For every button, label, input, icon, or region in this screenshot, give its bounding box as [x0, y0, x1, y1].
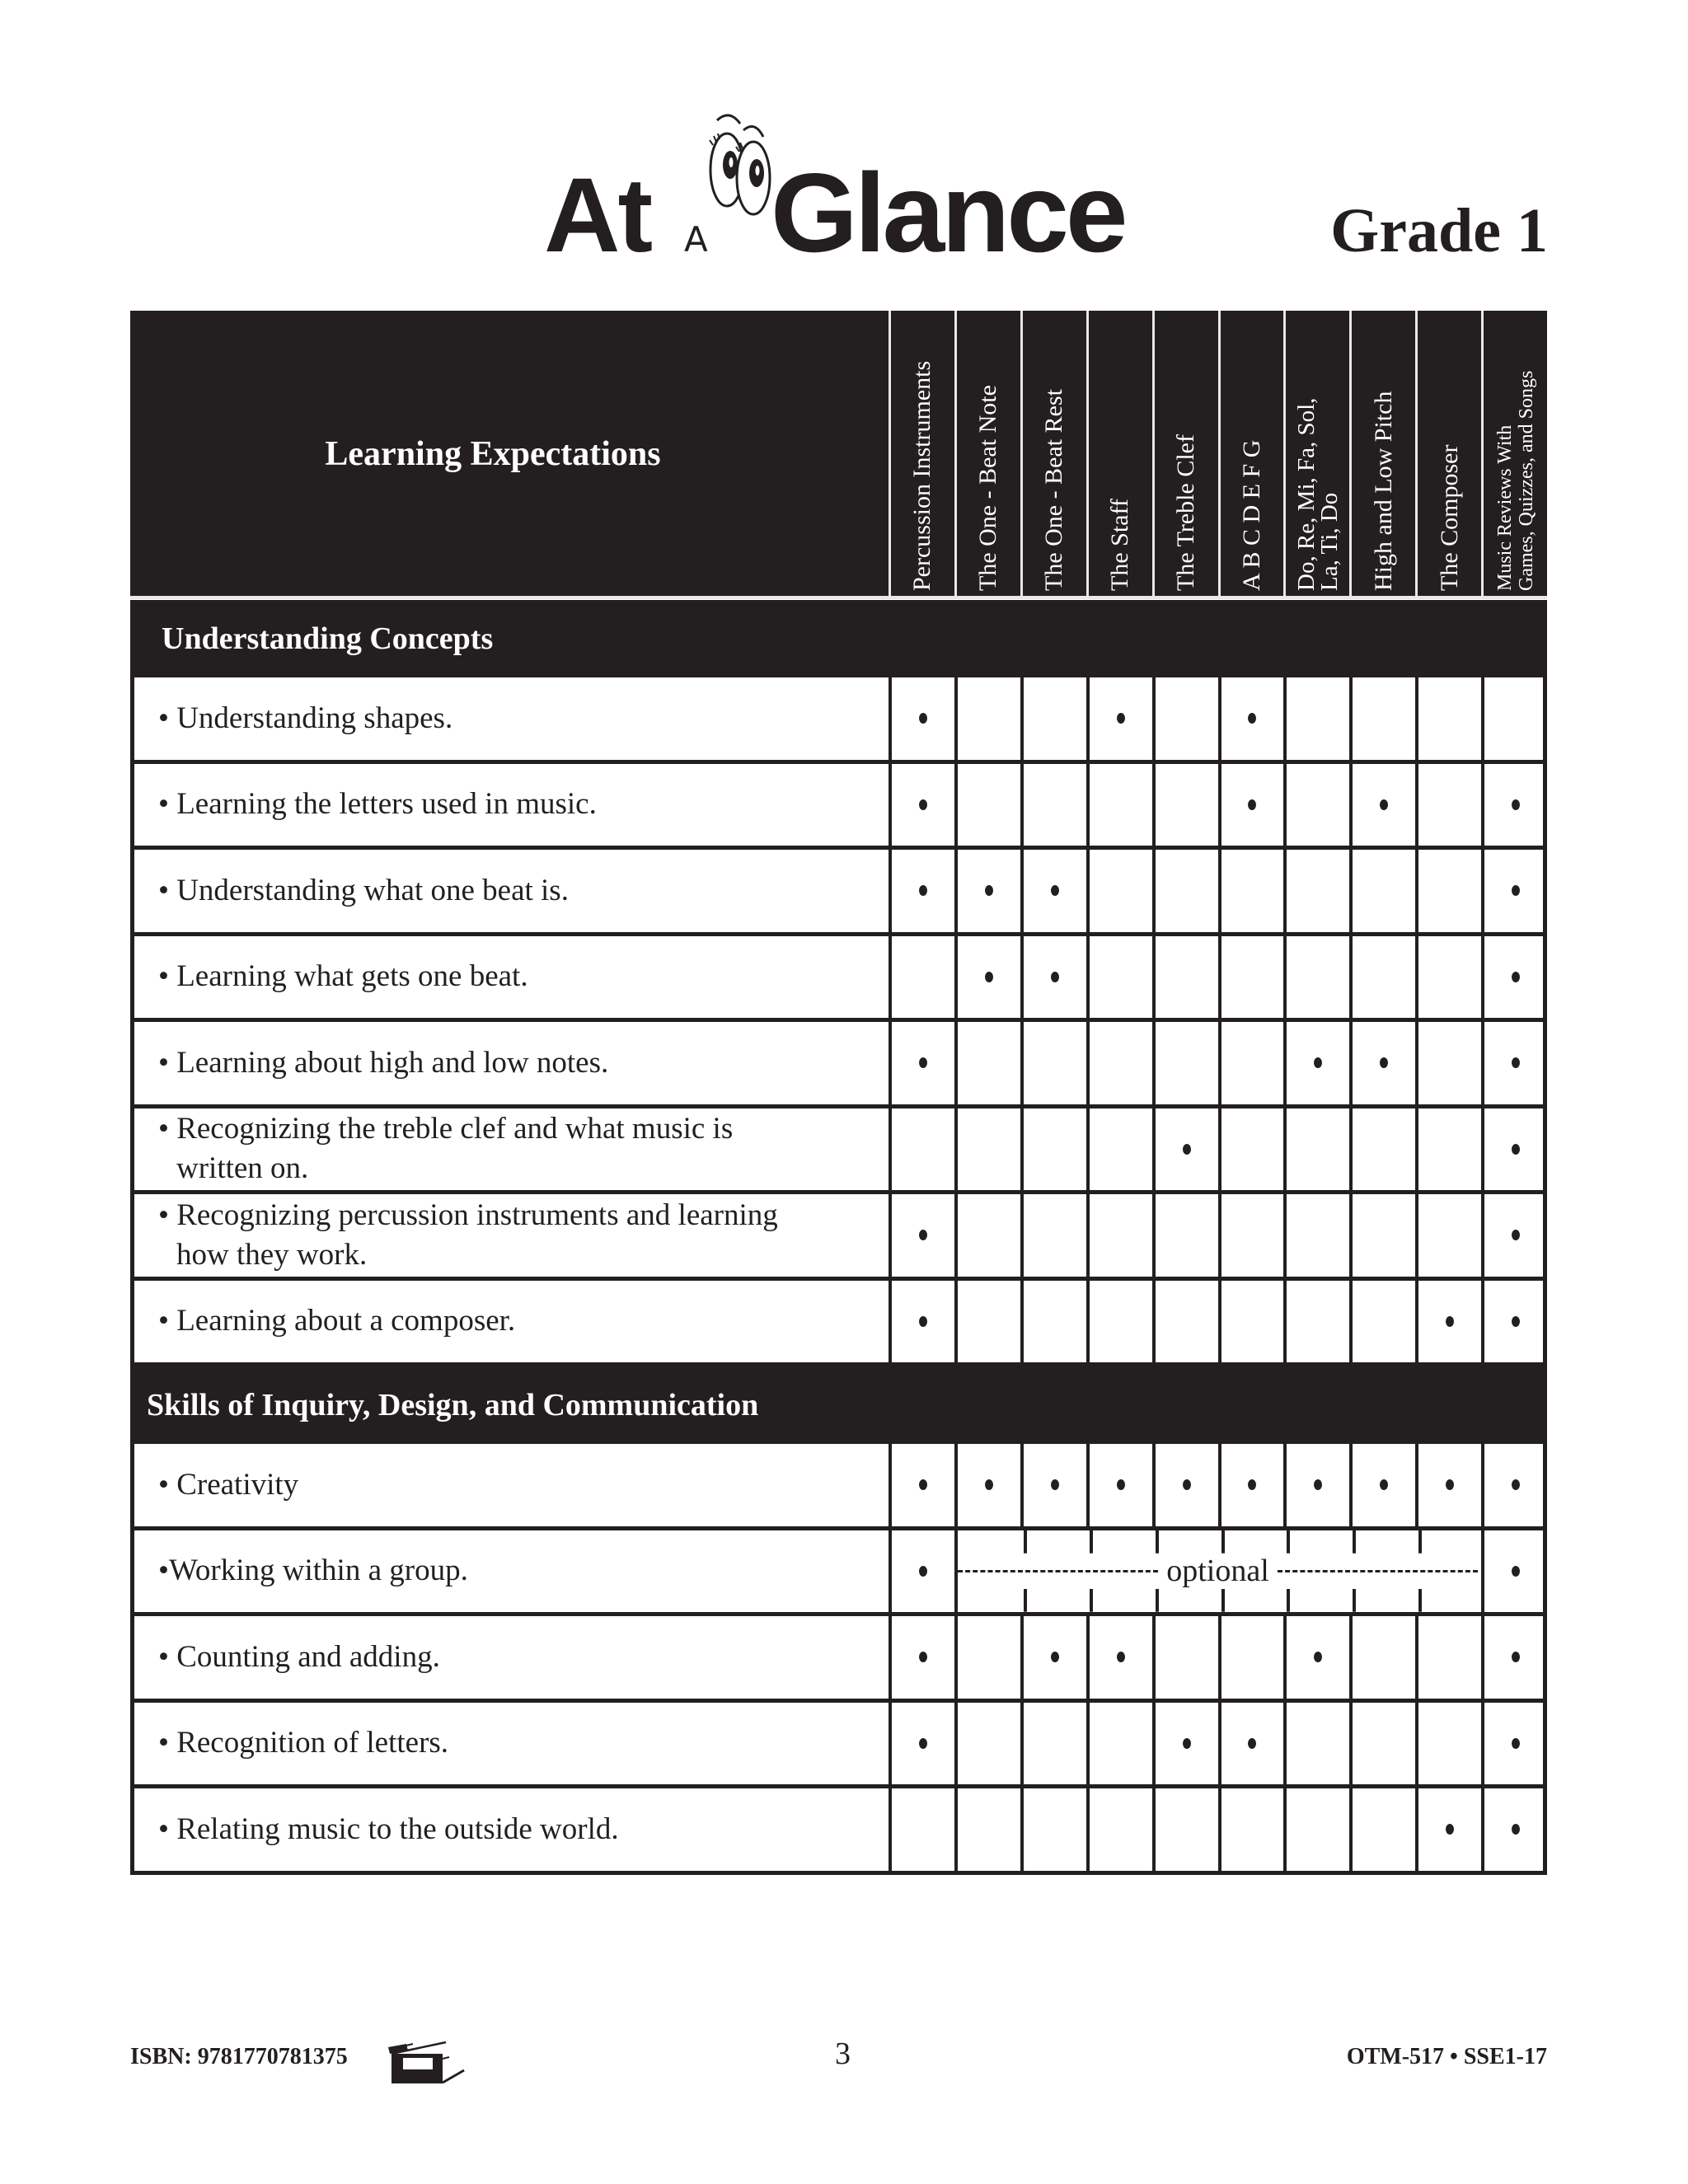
title-at: At — [544, 157, 651, 274]
mark-cell — [1349, 850, 1415, 932]
mark-cell — [1020, 1616, 1086, 1699]
bullet-mark-icon — [1051, 1652, 1059, 1662]
bullet-mark-icon — [1446, 1824, 1454, 1835]
bullet-mark-icon — [1512, 1652, 1520, 1662]
expectation-text — [134, 936, 889, 1019]
bullet-mark-icon — [1051, 972, 1059, 982]
mark-cell — [1415, 764, 1481, 846]
mark-cell — [954, 850, 1020, 932]
column-header — [1349, 311, 1415, 598]
table-left-border — [130, 1530, 134, 1613]
column-header — [1086, 311, 1152, 598]
column-header — [1020, 311, 1086, 598]
table-left-border — [130, 1022, 134, 1104]
mark-cell — [1086, 1022, 1152, 1104]
mark-cell — [1283, 1022, 1349, 1104]
column-header-label — [1371, 391, 1397, 591]
mark-cell — [1481, 1788, 1547, 1871]
bullet-mark-icon — [1512, 1316, 1520, 1327]
bullet-mark-icon — [919, 1566, 927, 1577]
mark-cell — [1218, 1788, 1284, 1871]
expectation-label: • Learning what gets one beat. — [158, 959, 528, 994]
mark-cell — [1020, 936, 1086, 1019]
table-row — [130, 936, 1547, 1023]
mark-cell — [1218, 1703, 1284, 1785]
mark-cell — [889, 1444, 954, 1526]
table-right-border — [1543, 1703, 1547, 1785]
table-right-border — [1543, 1444, 1547, 1526]
dashed-line — [958, 1570, 1158, 1572]
column-header — [1481, 311, 1547, 598]
mark-cell — [1020, 677, 1086, 760]
mark-cell — [1218, 936, 1284, 1019]
bullet-mark-icon — [1314, 1652, 1322, 1662]
table-left-border — [130, 1616, 134, 1699]
mark-cell — [1152, 677, 1218, 760]
mark-cell — [1086, 764, 1152, 846]
mark-cell — [954, 1616, 1020, 1699]
mark-cell — [1481, 1281, 1547, 1363]
mark-cell — [889, 677, 954, 760]
table-left-border — [130, 1788, 134, 1871]
optional-span — [958, 1530, 1478, 1613]
column-header — [954, 311, 1020, 598]
mark-cell — [1283, 1444, 1349, 1526]
mark-cell — [1283, 1788, 1349, 1871]
mark-cell — [1086, 936, 1152, 1019]
mark-cell — [1152, 1703, 1218, 1785]
expectation-label: • Learning about high and low notes. — [158, 1045, 609, 1080]
mark-cell — [954, 1788, 1020, 1871]
bullet-mark-icon — [1380, 1479, 1388, 1490]
bullet-mark-icon — [919, 1057, 927, 1068]
section-header: Understanding Concepts — [130, 600, 1547, 677]
mark-cell — [954, 764, 1020, 846]
mark-cell — [1152, 1788, 1218, 1871]
table-right-border — [1543, 936, 1547, 1019]
expectation-text — [134, 764, 889, 846]
mark-cell — [1481, 677, 1547, 760]
mark-cell — [1020, 1194, 1086, 1277]
bullet-mark-icon — [1380, 799, 1388, 810]
bullet-mark-icon — [1512, 1824, 1520, 1835]
table-right-border — [1543, 850, 1547, 932]
bullet-mark-icon — [1183, 1144, 1191, 1155]
table-row — [130, 1703, 1547, 1789]
mark-cell — [1349, 1108, 1415, 1191]
corner-label: Learning Expectations — [325, 435, 661, 473]
dashed-line — [1278, 1570, 1478, 1572]
column-header — [1218, 311, 1284, 598]
mark-cell — [889, 850, 954, 932]
mark-cell — [954, 1022, 1020, 1104]
expectation-label: • Learning the letters used in music. — [158, 787, 597, 822]
column-header — [1415, 311, 1481, 598]
column-label-line: La, Ti, Do — [1315, 492, 1343, 591]
expectation-label: • Recognizing percussion instruments and learning how they work. — [158, 1197, 778, 1272]
cartoon-eyes-icon — [692, 105, 783, 221]
bullet-mark-icon — [1248, 1738, 1256, 1749]
mark-cell — [1481, 936, 1547, 1019]
bullet-mark-icon — [1446, 1479, 1454, 1490]
mark-cell — [1415, 1616, 1481, 1699]
mark-cell — [1152, 1022, 1218, 1104]
mark-cell — [1020, 1281, 1086, 1363]
column-header — [1283, 311, 1349, 598]
bullet-mark-icon — [1446, 1316, 1454, 1327]
mark-cell — [889, 1108, 954, 1191]
bullet-mark-icon — [1512, 1057, 1520, 1068]
mark-cell — [1415, 1194, 1481, 1277]
column-header-label — [1173, 434, 1199, 591]
table-row — [130, 677, 1547, 764]
bullet-mark-icon — [1117, 1479, 1125, 1490]
mark-cell — [889, 936, 954, 1019]
mark-cell — [1152, 850, 1218, 932]
mark-cell — [1349, 1788, 1415, 1871]
table-left-border — [130, 677, 134, 760]
column-label-line: The Composer — [1435, 444, 1463, 591]
mark-cell — [1020, 1444, 1086, 1526]
bullet-mark-icon — [919, 885, 927, 896]
mark-cell — [1415, 1108, 1481, 1191]
bullet-mark-icon — [919, 1230, 927, 1240]
mark-cell — [1218, 1444, 1284, 1526]
expectation-label: • Creativity — [158, 1467, 299, 1502]
column-label-line: A B C D E F G — [1237, 439, 1265, 591]
mark-cell — [1481, 1616, 1547, 1699]
mark-cell — [1349, 1194, 1415, 1277]
expectation-text — [134, 1281, 889, 1363]
mark-cell — [889, 1530, 954, 1613]
mark-cell — [954, 1703, 1020, 1785]
mark-cell — [1415, 1788, 1481, 1871]
expectation-text — [134, 1616, 889, 1699]
table-row — [130, 1530, 1547, 1617]
bullet-mark-icon — [1314, 1057, 1322, 1068]
mark-cell — [1086, 1616, 1152, 1699]
mark-cell — [889, 1022, 954, 1104]
bullet-mark-icon — [919, 1316, 927, 1327]
section-header: Skills of Inquiry, Design, and Communication — [130, 1366, 1547, 1444]
mark-cell — [889, 1616, 954, 1699]
bullet-mark-icon — [1051, 885, 1059, 896]
column-header-label — [1107, 499, 1133, 591]
mark-cell — [1152, 1194, 1218, 1277]
bullet-mark-icon — [1512, 885, 1520, 896]
column-header-label — [1041, 389, 1067, 591]
bullet-mark-icon — [1117, 1652, 1125, 1662]
table-row — [130, 850, 1547, 936]
mark-cell — [1086, 850, 1152, 932]
mark-cell — [1283, 1616, 1349, 1699]
expectation-label: • Recognition of letters. — [158, 1726, 449, 1760]
table-right-border — [1543, 1616, 1547, 1699]
mark-cell — [1349, 936, 1415, 1019]
expectation-text — [134, 1444, 889, 1526]
expectation-label: • Understanding what one beat is. — [158, 873, 569, 907]
mark-cell — [1152, 764, 1218, 846]
column-label-line: The Staff — [1106, 499, 1134, 591]
page-footer — [130, 2036, 1547, 2085]
expectation-text — [134, 1194, 889, 1277]
table-left-border — [130, 1703, 134, 1785]
column-label-line: The One - Beat Note — [974, 385, 1002, 591]
expectation-label: • Learning about a composer. — [158, 1304, 516, 1338]
mark-cell — [1283, 764, 1349, 846]
column-header-label — [1292, 397, 1343, 591]
mark-cell — [1283, 1281, 1349, 1363]
mark-cell — [954, 1281, 1020, 1363]
expectation-label: • Counting and adding. — [158, 1639, 440, 1674]
mark-cell — [1415, 1444, 1481, 1526]
mark-cell — [1481, 1530, 1547, 1613]
page-title — [544, 124, 1137, 275]
mark-cell — [1349, 1281, 1415, 1363]
product-code: OTM-517 • SSE1-17 — [1346, 2044, 1547, 2069]
bullet-mark-icon — [985, 885, 993, 896]
mark-cell — [1283, 850, 1349, 932]
table-right-border — [1543, 1194, 1547, 1277]
page-number: 3 — [835, 2036, 851, 2071]
mark-cell — [1415, 1022, 1481, 1104]
photocopier-icon — [382, 2036, 472, 2085]
optional-label: optional — [1158, 1554, 1278, 1587]
bullet-mark-icon — [1380, 1057, 1388, 1068]
column-header-label — [1494, 371, 1537, 591]
mark-cell — [1020, 1788, 1086, 1871]
mark-cell — [1283, 1108, 1349, 1191]
column-header — [889, 311, 954, 598]
table-row — [130, 1194, 1547, 1281]
bullet-mark-icon — [1051, 1479, 1059, 1490]
table-row — [130, 1788, 1547, 1875]
grade-label: Grade 1 — [1330, 196, 1548, 265]
mark-cell — [954, 677, 1020, 760]
expectation-text — [134, 1022, 889, 1104]
bullet-mark-icon — [919, 1652, 927, 1662]
column-label-line: High and Low Pitch — [1369, 391, 1397, 591]
mark-cell — [1152, 1444, 1218, 1526]
table-row — [130, 764, 1547, 851]
mark-cell — [1086, 1703, 1152, 1785]
mark-cell — [1415, 850, 1481, 932]
table-row — [130, 1616, 1547, 1703]
mark-cell — [1415, 1281, 1481, 1363]
table-left-border — [130, 1194, 134, 1277]
bullet-mark-icon — [1512, 972, 1520, 982]
column-header-label — [1239, 440, 1265, 591]
mark-cell — [1349, 677, 1415, 760]
mark-cell — [1481, 1022, 1547, 1104]
isbn: ISBN: 9781770781375 — [130, 2044, 348, 2069]
bullet-mark-icon — [1512, 1738, 1520, 1749]
mark-cell — [1152, 1281, 1218, 1363]
mark-cell — [1481, 1108, 1547, 1191]
column-header-label — [909, 361, 935, 591]
expectation-text — [134, 850, 889, 932]
bullet-mark-icon — [1512, 1566, 1520, 1577]
bullet-mark-icon — [985, 1479, 993, 1490]
column-label-line: Music Reviews With — [1493, 424, 1516, 591]
table-left-border — [130, 1108, 134, 1191]
table-right-border — [1543, 677, 1547, 760]
mark-cell — [954, 1444, 1020, 1526]
table-left-border — [130, 850, 134, 932]
mark-cell — [889, 1788, 954, 1871]
mark-cell — [1218, 1281, 1284, 1363]
table-left-border — [130, 764, 134, 846]
expectation-text — [134, 1788, 889, 1871]
mark-cell — [1020, 1022, 1086, 1104]
mark-cell — [1218, 677, 1284, 760]
bullet-mark-icon — [1248, 1479, 1256, 1490]
column-header — [1152, 311, 1218, 598]
column-label-line: The One - Beat Rest — [1040, 389, 1068, 591]
expectation-label: • Understanding shapes. — [158, 701, 453, 735]
title-a: A — [684, 219, 708, 260]
bullet-mark-icon — [1512, 1144, 1520, 1155]
mark-cell — [1020, 1108, 1086, 1191]
mark-cell — [1218, 764, 1284, 846]
mark-cell — [1481, 764, 1547, 846]
table-right-border — [1543, 1530, 1547, 1613]
mark-cell — [1086, 1108, 1152, 1191]
mark-cell — [1415, 677, 1481, 760]
expectation-label: •Working within a group. — [158, 1554, 468, 1588]
header-divider — [130, 596, 1547, 599]
table-header — [130, 311, 1547, 598]
table-left-border — [130, 1281, 134, 1363]
mark-cell — [1283, 1194, 1349, 1277]
expectation-label: • Relating music to the outside world. — [158, 1811, 619, 1846]
table-right-border — [1543, 1788, 1547, 1871]
bullet-mark-icon — [1512, 1230, 1520, 1240]
mark-cell — [1349, 1616, 1415, 1699]
column-label-line: Percussion Instruments — [908, 360, 936, 591]
table-row — [130, 1281, 1547, 1367]
mark-cell — [954, 936, 1020, 1019]
table-right-border — [1543, 764, 1547, 846]
bullet-mark-icon — [985, 972, 993, 982]
mark-cell — [1349, 1703, 1415, 1785]
expectation-label: • Recognizing the treble clef and what music is written on. — [158, 1112, 734, 1186]
column-label-line: Games, Quizzes, and Songs — [1515, 370, 1537, 591]
mark-cell — [1086, 1194, 1152, 1277]
column-label-line: Do, Re, Mi, Fa, Sol, — [1292, 397, 1320, 591]
table-left-border — [130, 1444, 134, 1526]
at-a-glance-table — [130, 311, 1547, 1883]
mark-cell — [1086, 1281, 1152, 1363]
mark-cell — [1415, 1703, 1481, 1785]
bullet-mark-icon — [1248, 799, 1256, 810]
expectation-text — [134, 1530, 889, 1613]
title-glance: Glance — [771, 150, 1125, 275]
mark-cell — [1152, 1616, 1218, 1699]
expectation-text — [134, 677, 889, 760]
table-left-border — [130, 936, 134, 1019]
mark-cell — [1020, 1703, 1086, 1785]
column-header-label — [975, 385, 1001, 591]
bullet-mark-icon — [1248, 713, 1256, 724]
bullet-mark-icon — [919, 713, 927, 724]
table-right-border — [1543, 1022, 1547, 1104]
bullet-mark-icon — [1183, 1738, 1191, 1749]
mark-cell — [1152, 1108, 1218, 1191]
bullet-mark-icon — [1117, 713, 1125, 724]
mark-cell — [889, 764, 954, 846]
mark-cell — [1283, 1703, 1349, 1785]
mark-cell — [1481, 1444, 1547, 1526]
bullet-mark-icon — [1183, 1479, 1191, 1490]
bullet-mark-icon — [919, 799, 927, 810]
column-label-line: The Treble Clef — [1172, 434, 1200, 591]
mark-cell — [889, 1703, 954, 1785]
mark-cell — [1481, 1703, 1547, 1785]
mark-cell — [1218, 1616, 1284, 1699]
mark-cell — [1218, 1194, 1284, 1277]
mark-cell — [1349, 764, 1415, 846]
bullet-mark-icon — [919, 1738, 927, 1749]
table-row — [130, 1022, 1547, 1108]
mark-cell — [1283, 936, 1349, 1019]
mark-cell — [1349, 1444, 1415, 1526]
bullet-mark-icon — [1512, 1479, 1520, 1490]
mark-cell — [889, 1281, 954, 1363]
bullet-mark-icon — [1512, 799, 1520, 810]
mark-cell — [1086, 1788, 1152, 1871]
table-right-border — [1543, 1108, 1547, 1191]
mark-cell — [1218, 1022, 1284, 1104]
mark-cell — [1020, 764, 1086, 846]
mark-cell — [1481, 1194, 1547, 1277]
mark-cell — [1086, 1444, 1152, 1526]
mark-cell — [1481, 850, 1547, 932]
expectation-text — [134, 1703, 889, 1785]
mark-cell — [954, 1194, 1020, 1277]
table-row — [130, 1444, 1547, 1530]
mark-cell — [1283, 677, 1349, 760]
column-header-label — [1437, 445, 1463, 591]
mark-cell — [954, 1108, 1020, 1191]
mark-cell — [1020, 850, 1086, 932]
table-row — [130, 1108, 1547, 1195]
table-right-border — [1543, 1281, 1547, 1363]
expectation-text — [134, 1108, 889, 1191]
mark-cell — [1349, 1022, 1415, 1104]
bullet-mark-icon — [919, 1479, 927, 1490]
mark-cell — [889, 1194, 954, 1277]
mark-cell — [1152, 936, 1218, 1019]
mark-cell — [1218, 850, 1284, 932]
bullet-mark-icon — [1314, 1479, 1322, 1490]
mark-cell — [1218, 1108, 1284, 1191]
mark-cell — [1415, 936, 1481, 1019]
mark-cell — [1086, 677, 1152, 760]
